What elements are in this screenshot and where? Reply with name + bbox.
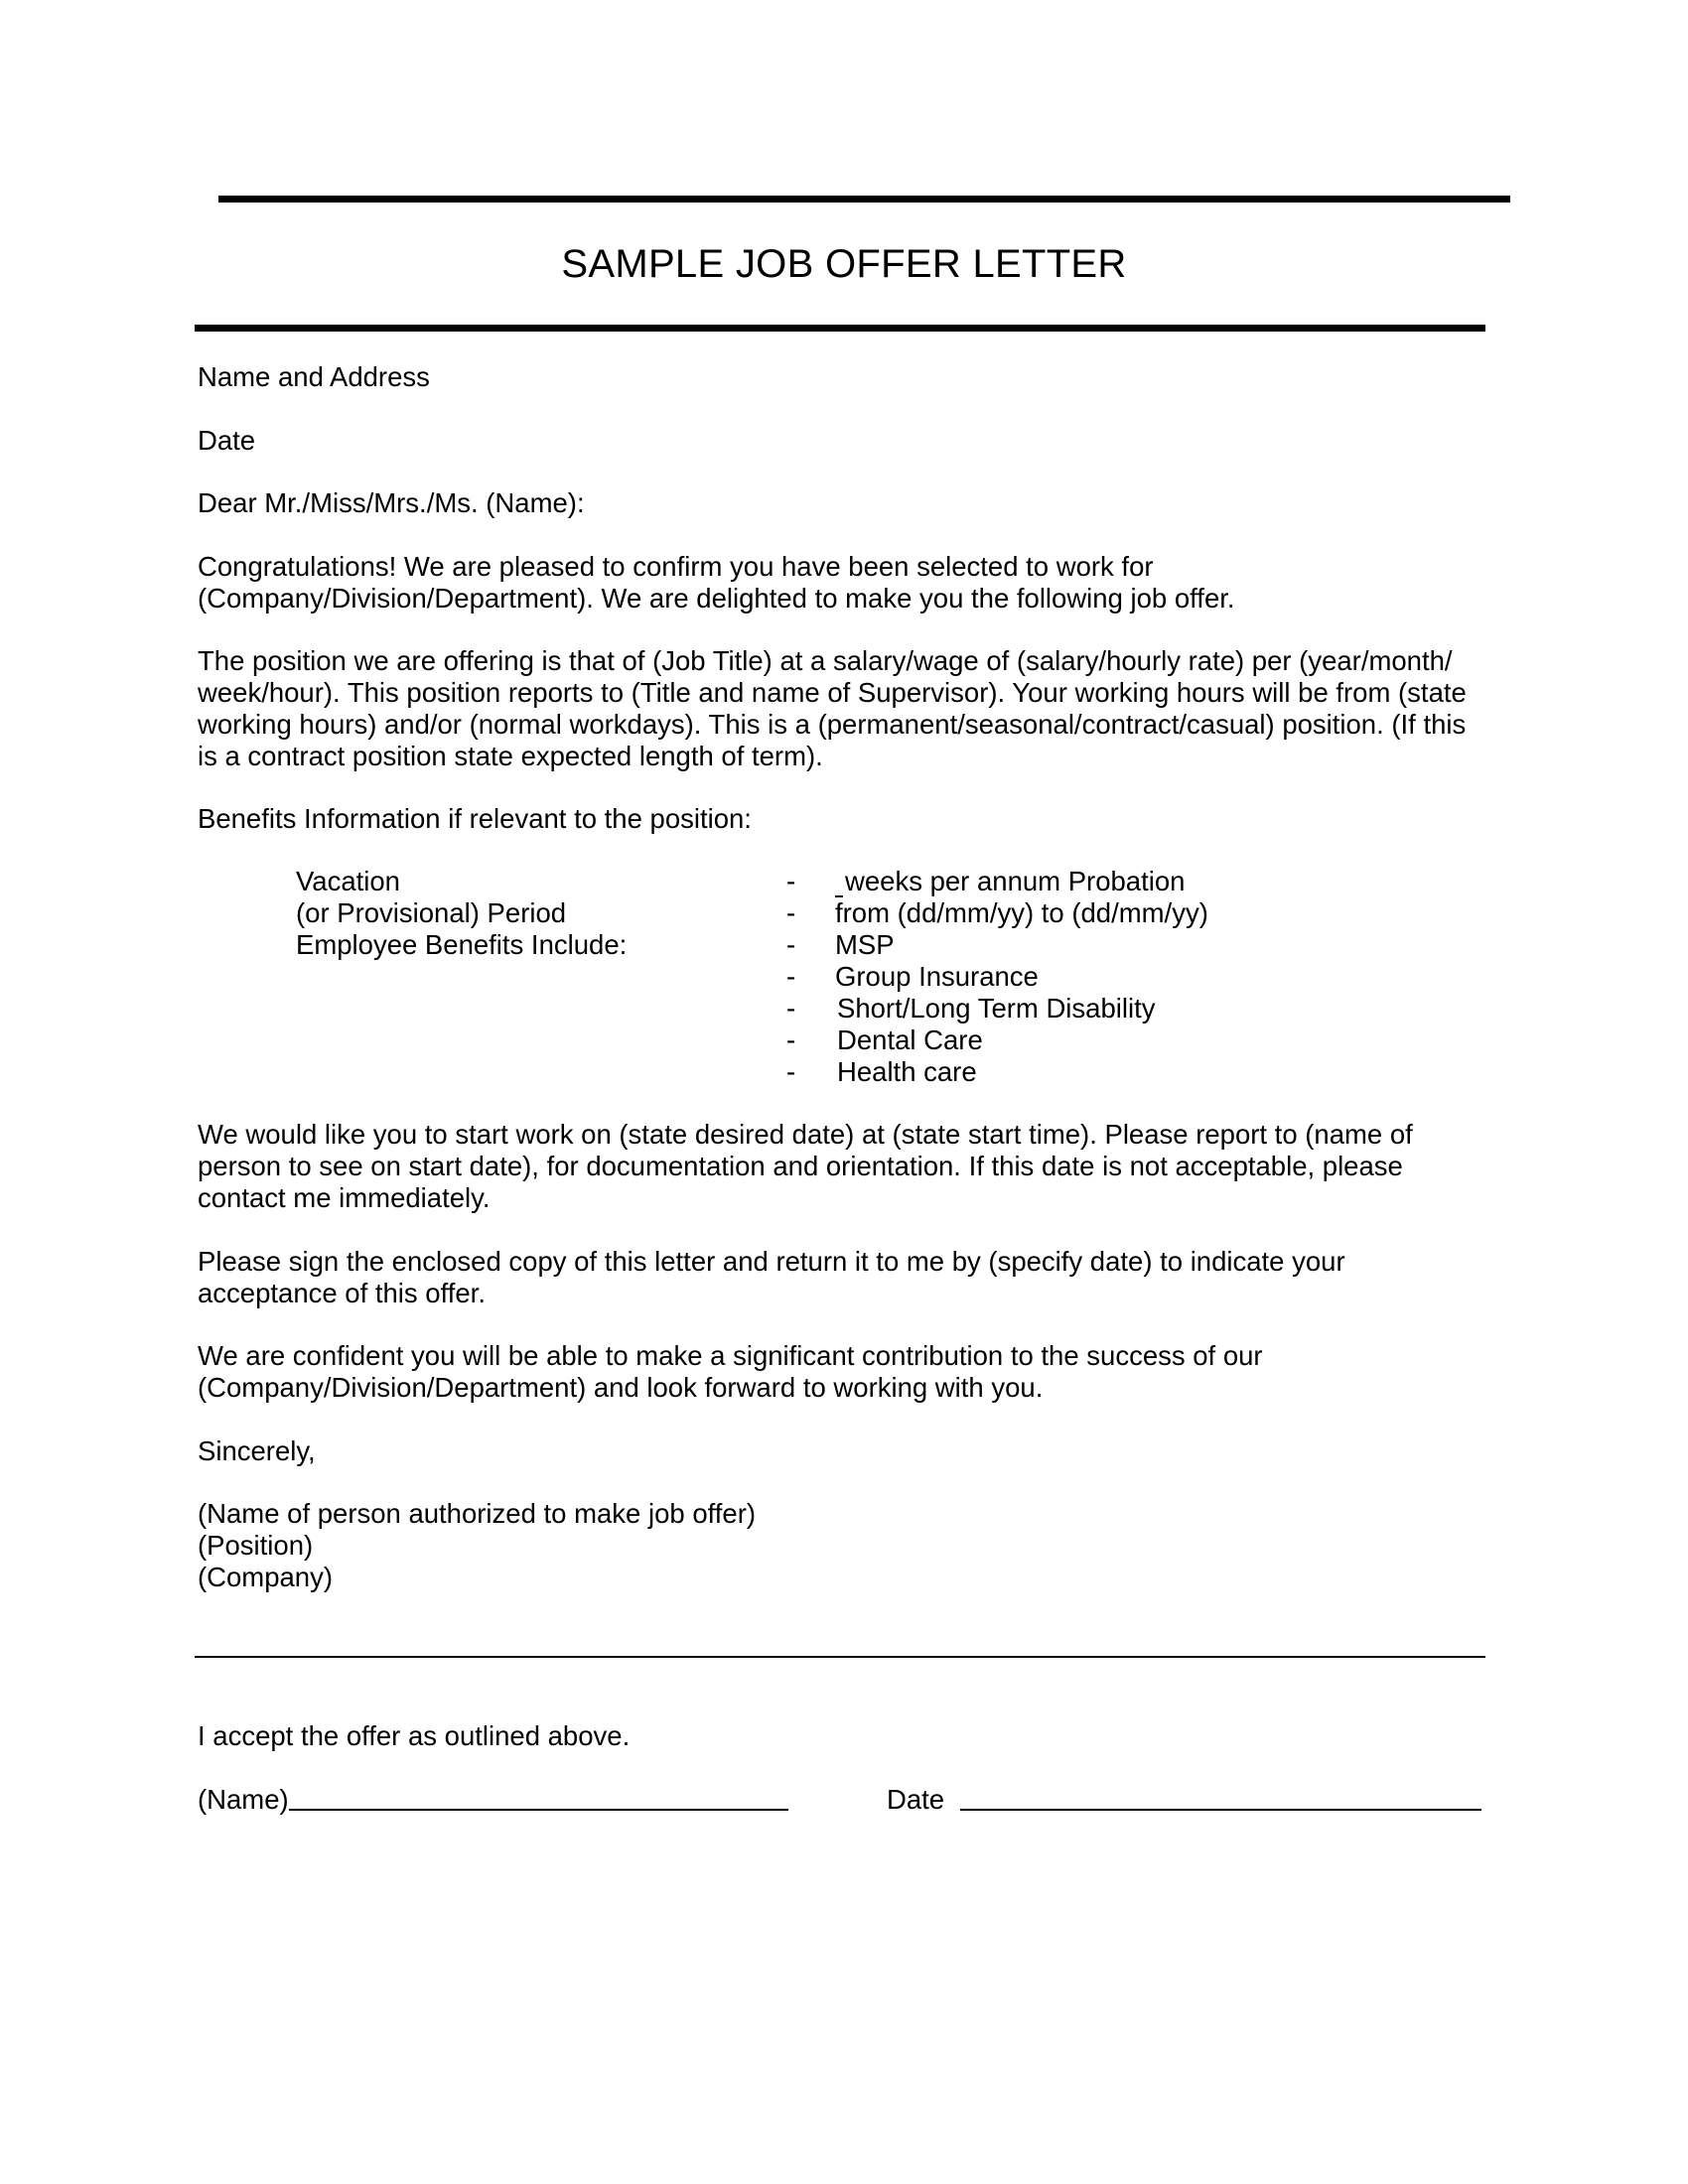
benefit-label-vacation: Vacation [296,866,400,896]
benefit-dash: - [786,1024,796,1055]
benefit-dash: - [786,993,796,1024]
date-signature-line[interactable] [960,1809,1481,1811]
benefit-value: weeks per annum Probation [845,866,1186,896]
benefit-value: Dental Care [837,1024,983,1055]
salutation: Dear Mr./Miss/Mrs./Ms. (Name): [198,487,585,518]
para3-line: contact me immediately. [198,1182,491,1213]
name-signature-line[interactable] [289,1809,788,1811]
sign-name-label: (Name) [198,1784,289,1815]
benefit-value: Health care [837,1056,977,1087]
acceptance-statement: I accept the offer as outlined above. [198,1720,631,1751]
para3-line: person to see on start date), for documentation and orientation. If this date is not acceptable, please [198,1151,1403,1181]
sign-date-label: Date [887,1784,945,1815]
para3-line: We would like you to start work on (state desired date) at (state start time). Please report to (name of [198,1119,1413,1150]
para1-line: (Company/Division/Department). We are delighted to make you the following job offer. [198,583,1235,614]
benefit-label-period: (or Provisional) Period [296,897,567,928]
para1-line: Congratulations! We are pleased to confirm you have been selected to work for [198,551,1154,582]
signatory-name: (Name of person authorized to make job offer) [198,1498,757,1529]
page-title: SAMPLE JOB OFFER LETTER [561,242,1127,286]
benefit-dash: - [786,961,796,992]
benefit-value: Group Insurance [835,961,1039,992]
para2-line: The position we are offering is that of (Job Title) at a salary/wage of (salary/hourly rate) per (year/month/ [198,645,1453,676]
benefit-dash: - [786,897,796,928]
benefits-heading: Benefits Information if relevant to the position: [198,803,752,834]
title-underline-rule [195,325,1485,332]
para2-line: week/hour). This position reports to (Title and name of Supervisor). Your working hours will be from (state [198,677,1467,708]
name-and-address: Name and Address [198,361,430,392]
acceptance-divider [195,1656,1485,1658]
benefit-dash: - [786,1056,796,1087]
signatory-company: (Company) [198,1562,334,1592]
para5-line: We are confident you will be able to make a significant contribution to the success of our [198,1340,1263,1371]
date-line: Date [198,425,256,456]
benefit-value: MSP [835,929,895,960]
para2-line: is a contract position state expected length of term). [198,741,823,771]
para5-line: (Company/Division/Department) and look forward to working with you. [198,1372,1044,1403]
top-rule [218,196,1510,203]
benefit-dash: - [786,866,796,896]
closing: Sincerely, [198,1435,316,1466]
benefit-value: from (dd/mm/yy) to (dd/mm/yy) [835,897,1208,928]
para2-line: working hours) and/or (normal workdays). This is a (permanent/seasonal/contract/casual) position. (If this [198,709,1467,740]
para4-line: acceptance of this offer. [198,1278,486,1308]
benefit-dash: - [786,929,796,960]
benefit-value: Short/Long Term Disability [837,993,1156,1024]
para4-line: Please sign the enclosed copy of this letter and return it to me by (specify date) to indicate your [198,1246,1345,1277]
benefit-label-employee-benefits: Employee Benefits Include: [296,929,628,960]
signatory-position: (Position) [198,1530,314,1561]
